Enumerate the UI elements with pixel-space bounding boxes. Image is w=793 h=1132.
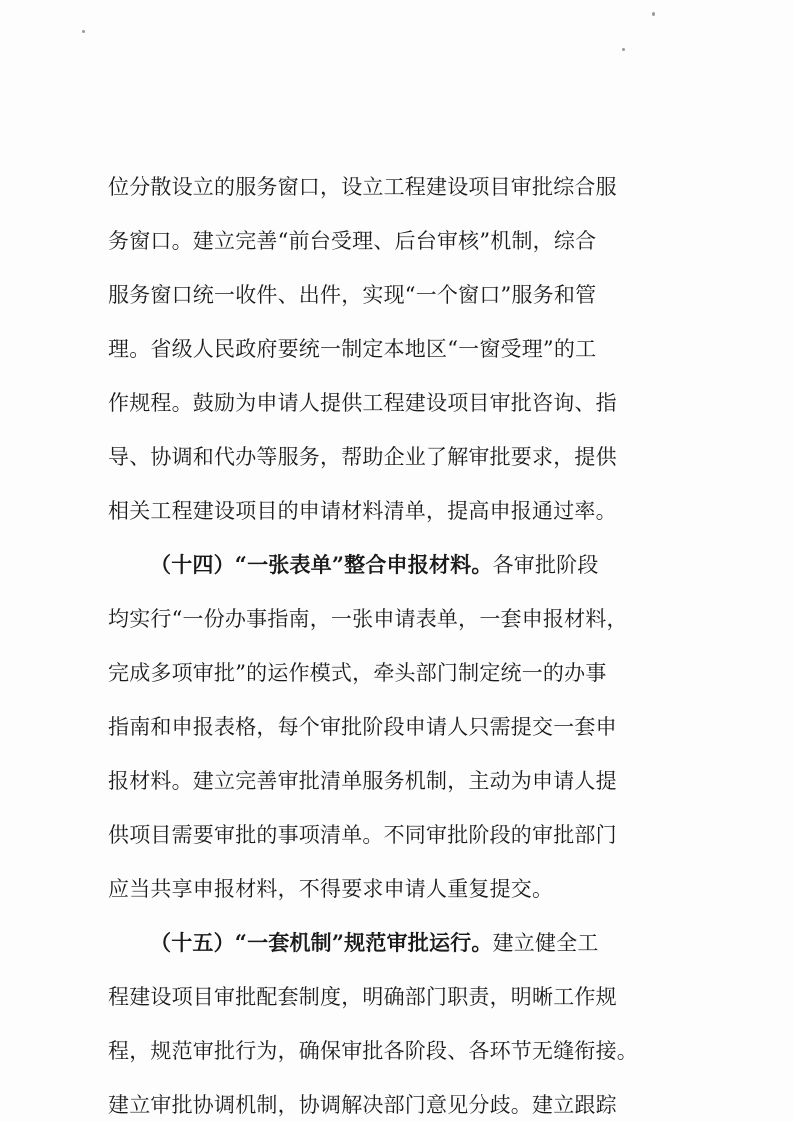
paragraph-15-first-line bbox=[108, 916, 648, 970]
scan-speck bbox=[622, 48, 625, 51]
document-body bbox=[108, 160, 648, 1132]
text-line: 完成多项审批”的运作模式，牵头部门制定统一的办事 bbox=[108, 661, 607, 685]
text-line: 供项目需要审批的事项清单。不同审批阶段的审批部门 bbox=[108, 823, 617, 847]
text-line: 作规程。鼓励为申请人提供工程建设项目审批咨询、指 bbox=[108, 391, 617, 415]
paragraph-14-first-line bbox=[108, 538, 648, 592]
text-line: 相关工程建设项目的申请材料清单，提高申报通过率。 bbox=[108, 499, 617, 523]
text-line: 报材料。建立完善审批清单服务机制，主动为申请人提 bbox=[108, 769, 617, 793]
scan-speck bbox=[82, 30, 85, 33]
text-line: 务窗口。建立完善“前台受理、后台审核”机制，综合 bbox=[108, 229, 597, 253]
text-run: 各审批阶段 bbox=[492, 553, 599, 577]
text-line: 均实行“一份办事指南，一张申请表单，一套申报材料， bbox=[108, 607, 628, 631]
text-line: 导、协调和代办等服务，帮助企业了解审批要求，提供 bbox=[108, 445, 617, 469]
text-line: 服务窗口统一收件、出件，实现“一个窗口”服务和管 bbox=[108, 283, 597, 307]
scan-speck bbox=[652, 12, 655, 16]
text-line: 指南和申报表格，每个审批阶段申请人只需提交一套申 bbox=[108, 715, 617, 739]
text-line: 程建设项目审批配套制度，明确部门职责，明晰工作规 bbox=[108, 985, 617, 1009]
text-line: 应当共享申报材料，不得要求申请人重复提交。 bbox=[108, 877, 554, 901]
section-heading-15: （十五）“一套机制”规范审批运行。 bbox=[150, 930, 493, 955]
text-line: 位分散设立的服务窗口，设立工程建设项目审批综合服 bbox=[108, 175, 617, 199]
text-run: 建立健全工 bbox=[492, 931, 599, 955]
text-line: 建立审批协调机制，协调解决部门意见分歧。建立跟踪 bbox=[108, 1093, 617, 1117]
text-line: 程，规范审批行为，确保审批各阶段、各环节无缝衔接。 bbox=[108, 1039, 638, 1063]
section-heading-14: （十四）“一张表单”整合申报材料。 bbox=[150, 552, 493, 577]
text-line: 理。省级人民政府要统一制定本地区“一窗受理”的工 bbox=[108, 337, 597, 361]
